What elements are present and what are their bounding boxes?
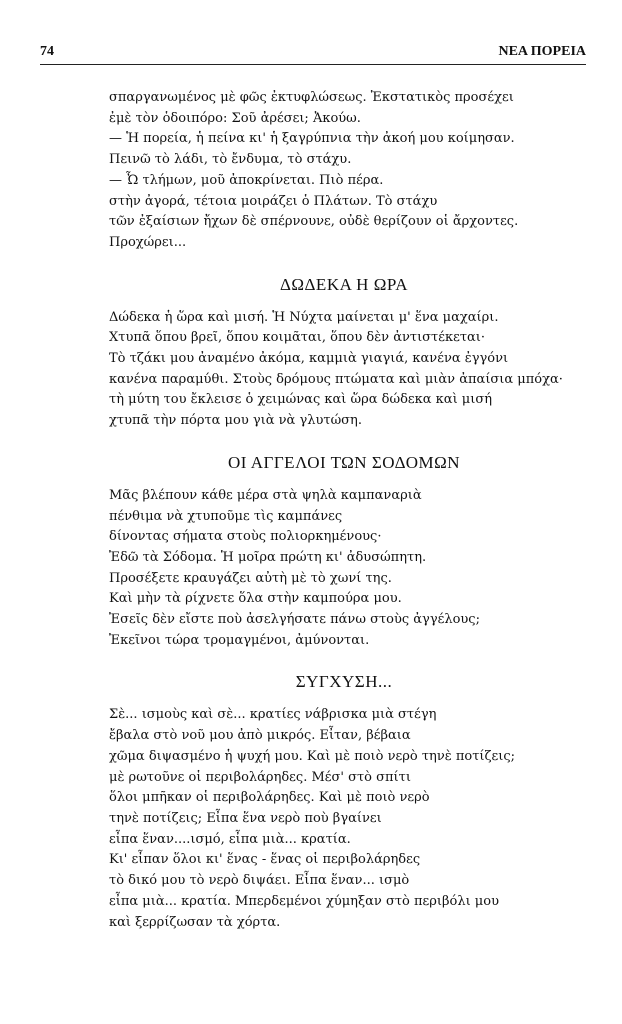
text-line: Σὲ... ισμοὺς καὶ σὲ... κρατίες νάβρισκα μιὰ στέγη [109, 707, 437, 723]
text-line: Ἐσεῖς δὲν εἴστε ποὺ ἀσελγήσατε πάνω στοὺς ἀγγέλους; [109, 612, 480, 628]
text-line: Τὸ τζάκι μου ἀναμένο ἀκόμα, καμμιὰ γιαγιά, κανένα ἐγγόνι [109, 351, 509, 367]
text-line: χτυπᾶ τὴν πόρτα μου γιὰ νὰ γλυτώση. [109, 413, 362, 429]
text-line: στὴν ἀγορά, τέτοια μοιράζει ὁ Πλάτων. Τὸ στάχυ [109, 193, 438, 209]
text-line: Κι' εἶπαν ὅλοι κι' ἕνας - ἕνας οἱ περιβολάρηδες [109, 852, 421, 868]
page-header [40, 44, 586, 65]
text-line: Προχώρει... [109, 234, 187, 250]
running-title: ΝΕΑ ΠΟΡΕΙΑ [498, 44, 586, 59]
text-line: Καὶ μὴν τὰ ρίχνετε ὅλα στὴν καμπούρα μου. [109, 591, 402, 607]
poem-title: ΣΥΓΧΥΣΗ... [295, 672, 393, 692]
text-line: χῶμα διψασμένο ἡ ψυχή μου. Καὶ μὲ ποιὸ νερὸ τηνὲ ποτίζεις; [109, 748, 516, 764]
text-line: εἶπα μιὰ... κρατία. Μπερδεμένοι χύμηξαν στὸ περιβόλι μου [109, 893, 499, 909]
page-body [109, 88, 579, 933]
page-number: 74 [40, 44, 54, 59]
text-line: ἔβαλα στὸ νοῦ μου ἀπὸ μικρός. Εἶταν, βέβαια [109, 728, 411, 744]
text-line: Προσέξετε κραυγάζει αὐτὴ μὲ τὸ χωνί της. [109, 570, 392, 586]
text-line: ὅλοι μπῆκαν οἱ περιβολάρηδες. Καὶ μὲ ποιὸ νερὸ [109, 790, 430, 806]
text-line: τὸ δικό μου τὸ νερὸ διψάει. Εἶπα ἕναν... ισμὸ [109, 873, 410, 889]
text-line: Δώδεκα ἡ ὥρα καὶ μισή. Ἡ Νύχτα μαίνεται μ' ἕνα μαχαίρι. [109, 309, 499, 325]
text-line: Πεινῶ τὸ λάδι, τὸ ἔνδυμα, τὸ στάχυ. [109, 152, 352, 168]
poem-dodeka-i-ora [109, 308, 579, 432]
text-line: δίνοντας σήματα στοὺς πολιορκημένους· [109, 529, 382, 545]
text-line: Μᾶς βλέπουν κάθε μέρα στὰ ψηλὰ καμπαναριὰ [109, 487, 422, 503]
text-line: σπαργανωμένος μὲ φῶς ἐκτυφλώσεως. Ἐκστατικὸς προσέχει [109, 90, 514, 105]
text-line: πένθιμα νὰ χτυποῦμε τὶς καμπάνες [109, 508, 343, 524]
text-line: Ἐκεῖνοι τώρα τρομαγμένοι, ἀμύνονται. [109, 632, 370, 648]
poem-title: ΟΙ ΑΓΓΕΛΟΙ ΤΩΝ ΣΟΔΟΜΩΝ [228, 452, 460, 472]
poem-oi-aggeloi-ton-sodomon [109, 486, 579, 652]
intro-prose [109, 88, 579, 254]
text-line: εἶπα ἕναν....ισμό, εἶπα μιὰ... κρατία. [109, 831, 351, 847]
text-line: τῶν ἐξαίσιων ἤχων δὲ σπέρνουνε, οὐδὲ θερίζουν οἱ ἄρχοντες. [109, 214, 519, 230]
poem-title: ΔΩΔΕΚΑ Η ΩΡΑ [279, 274, 409, 294]
poem-sygxysi [109, 705, 579, 933]
text-line: τηνὲ ποτίζεις; Εἶπα ἕνα νερὸ ποὺ βγαίνει [109, 810, 382, 826]
text-line: τὴ μύτη του ἔκλεισε ὁ χειμώνας καὶ ὥρα δώδεκα καὶ μισή [109, 392, 493, 408]
text-line: — Ἡ πορεία, ἡ πείνα κι' ἡ ξαγρύπνια τὴν ἀκοή μου κοίμησαν. [109, 131, 515, 147]
text-line: καὶ ξερρίζωσαν τὰ χόρτα. [109, 914, 281, 930]
text-line: ἐμὲ τὸν ὁδοιπόρο: Σοῦ ἀρέσει; Ἀκούω. [109, 110, 361, 126]
text-line: κανένα παραμύθι. Στοὺς δρόμους πτώματα καὶ μιὰν ἀπαίσια μπόχα· [109, 371, 563, 387]
text-line: Ἐδῶ τὰ Σόδομα. Ἡ μοῖρα πρώτη κι' ἀδυσώπητη. [109, 549, 427, 565]
text-line: — Ὦ τλήμων, μοῦ ἀποκρίνεται. Πιὸ πέρα. [109, 172, 384, 188]
text-line: μὲ ρωτοῦνε οἱ περιβολάρηδες. Μέσ' στὸ σπίτι [109, 769, 411, 785]
text-line: Χτυπᾶ ὅπου βρεῖ, ὅπου κοιμᾶται, ὅπου δὲν ἀντιστέκεται· [109, 330, 486, 346]
